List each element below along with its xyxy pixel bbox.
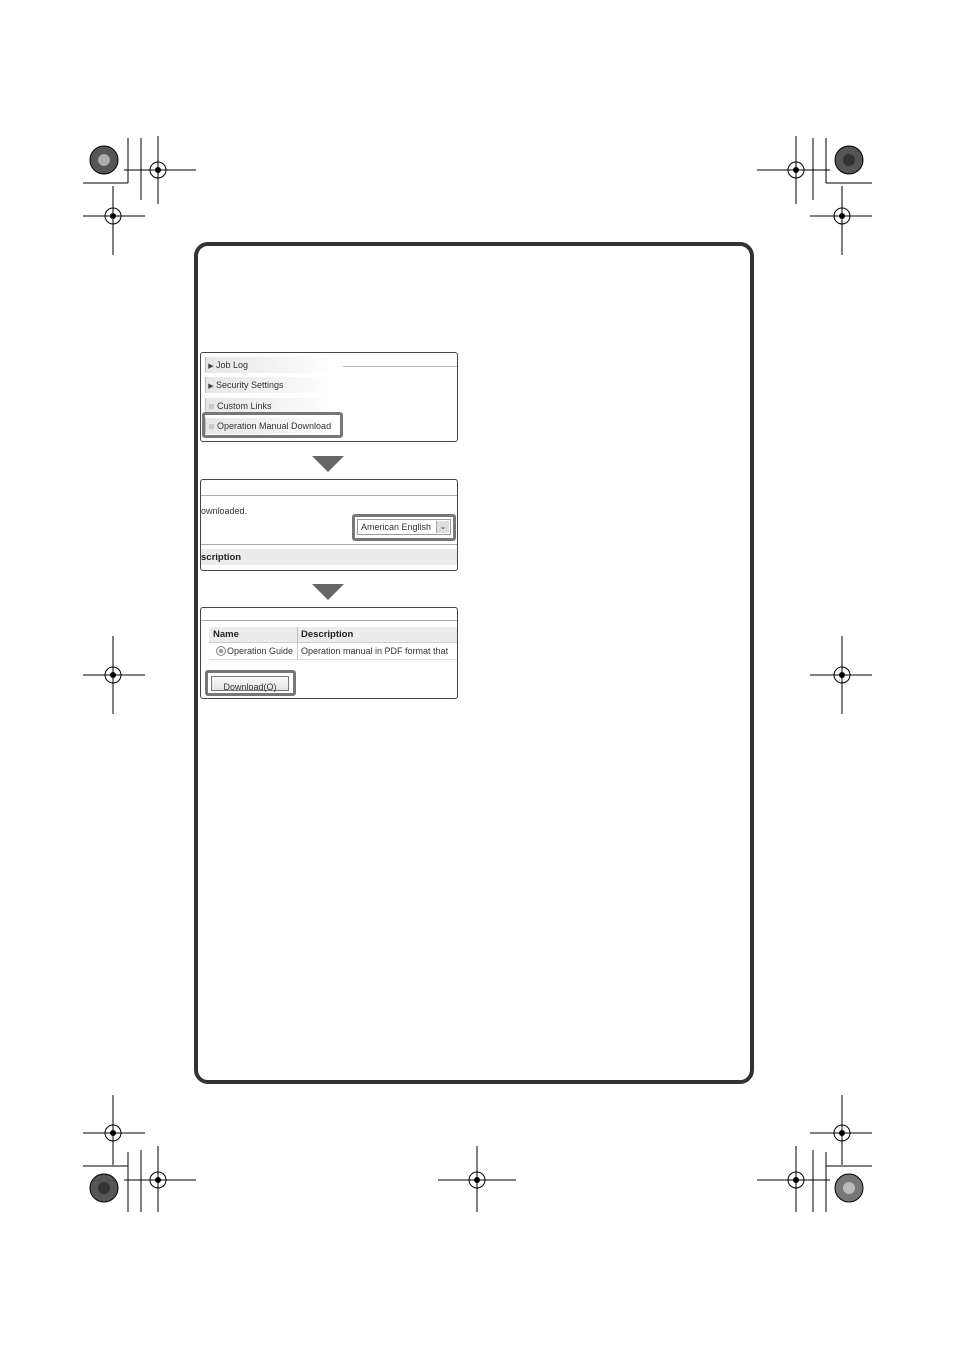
table-row	[209, 643, 458, 660]
language-select-value: American English	[361, 522, 432, 532]
divider	[201, 544, 458, 545]
download-message: ownloaded.	[201, 506, 248, 516]
chevron-down-icon[interactable]: ⌄	[436, 521, 449, 533]
menu-panel	[200, 352, 458, 442]
column-divider	[297, 643, 298, 659]
caret-right-icon: ▶	[208, 363, 214, 370]
down-arrow-icon	[312, 456, 344, 472]
column-header-name: Name	[213, 629, 239, 640]
menu-item-job-log[interactable]: ▶ Job Log	[205, 357, 336, 373]
language-panel	[200, 479, 458, 571]
column-header-description: Description	[301, 629, 354, 640]
down-arrow-icon	[312, 584, 344, 600]
square-bullet-icon	[209, 404, 214, 409]
divider	[201, 495, 458, 496]
menu-item-security-settings[interactable]: ▶ Security Settings	[205, 377, 336, 393]
caret-right-icon: ▶	[208, 383, 214, 390]
download-button[interactable]: Download(O)	[211, 676, 289, 691]
table-header	[209, 627, 458, 643]
divider	[343, 366, 458, 367]
menu-item-operation-manual-download[interactable]: Operation Manual Download	[205, 418, 338, 434]
column-header-description: scription	[201, 552, 242, 563]
radio-dot-icon	[219, 649, 223, 653]
manual-description: Operation manual in PDF format that	[301, 646, 449, 656]
divider	[201, 620, 458, 621]
highlight-box	[202, 412, 343, 438]
highlight-box	[205, 670, 296, 696]
manual-name: Operation Guide	[227, 646, 294, 656]
table-header	[201, 549, 458, 565]
menu-item-custom-links[interactable]: Custom Links	[205, 398, 336, 414]
radio-button[interactable]	[216, 646, 226, 656]
column-divider	[297, 627, 298, 642]
highlight-box	[352, 514, 456, 541]
manual-list-panel	[200, 607, 458, 699]
